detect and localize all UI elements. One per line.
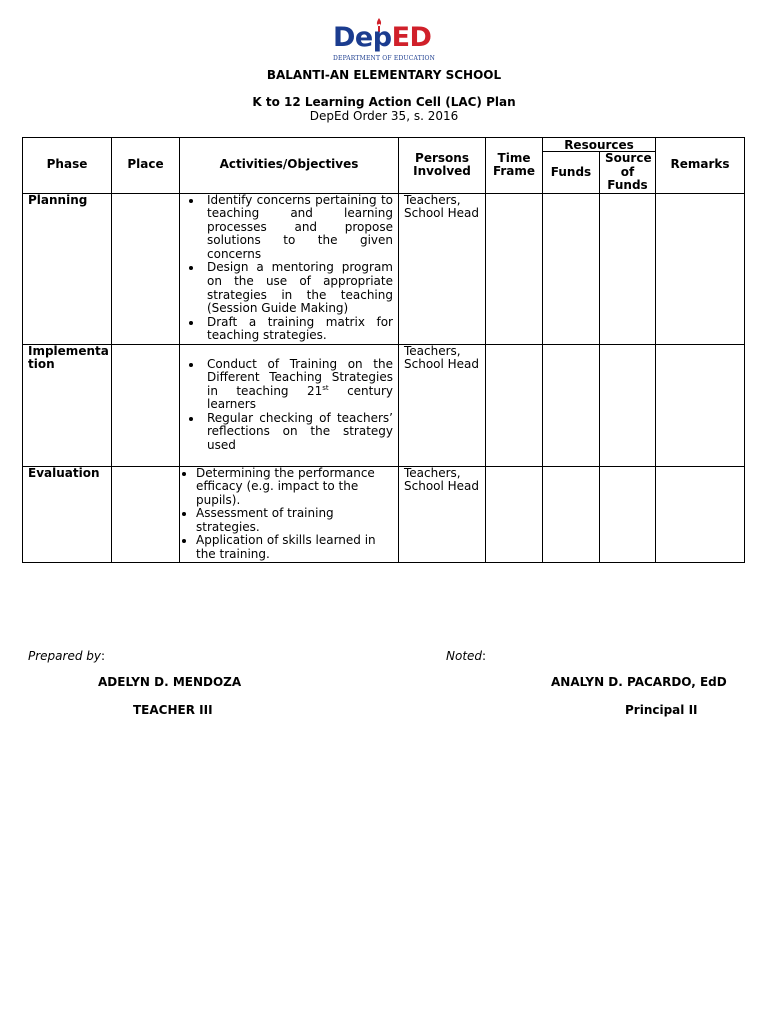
- place-cell: [112, 193, 180, 344]
- source-cell: [600, 466, 656, 562]
- header-place: Place: [112, 138, 180, 194]
- table-row: [23, 344, 745, 466]
- prepared-by-label: [28, 649, 105, 663]
- activities-cell: [180, 344, 399, 466]
- header-source-line2: of: [620, 164, 635, 179]
- list-item: • Assessment of training strategies.: [196, 507, 393, 534]
- noter-name: ANALYN D. PACARDO, EdD: [551, 675, 727, 689]
- logo-subtitle: DEPARTMENT OF EDUCATION: [333, 55, 436, 62]
- preparer-name: ADELYN D. MENDOZA: [98, 675, 242, 689]
- funds-cell: [543, 344, 600, 466]
- activities-list: [185, 358, 393, 453]
- source-cell: [600, 344, 656, 466]
- time-cell: [486, 344, 543, 466]
- list-item: [203, 358, 393, 412]
- school-name: BALANTI-AN ELEMENTARY SCHOOL: [266, 68, 502, 82]
- preparer-title: TEACHER III: [133, 703, 213, 717]
- funds-cell: [543, 193, 600, 344]
- list-item: • Application of skills learned in the training.: [196, 534, 393, 561]
- header-source-of-funds: [600, 152, 656, 194]
- noted-text: Noted: [446, 649, 483, 663]
- phase-cell: Evaluation: [23, 466, 112, 562]
- funds-cell: [543, 466, 600, 562]
- activities-cell: [180, 193, 399, 344]
- header-time-line2: Frame: [492, 164, 536, 179]
- header-funds: Funds: [543, 152, 600, 194]
- remarks-cell: [656, 344, 745, 466]
- header-remarks: Remarks: [656, 138, 745, 194]
- persons-cell: Teachers, School Head: [399, 344, 486, 466]
- prepared-by-text: Prepared by: [28, 649, 101, 663]
- table-row: [23, 193, 745, 344]
- activities-list: [183, 467, 393, 562]
- logo-word-dep: Dep: [333, 22, 392, 53]
- logo-wordmark: [333, 22, 431, 54]
- header-persons-involved: [399, 138, 486, 194]
- header-phase: Phase: [23, 138, 112, 194]
- phase-line1: Implementa: [28, 343, 109, 358]
- persons-cell: Teachers, School Head: [399, 466, 486, 562]
- time-cell: [486, 466, 543, 562]
- list-item: • Identify concerns pertaining to teaching and learning processes and propose solutions to the given concerns: [203, 194, 393, 262]
- time-cell: [486, 193, 543, 344]
- persons-cell: Teachers, School Head: [399, 193, 486, 344]
- phase-line2: tion: [28, 357, 55, 372]
- header-source-line3: Funds: [607, 178, 648, 192]
- prepared-by-colon: :: [101, 649, 106, 663]
- list-item: • Design a mentoring program on the use of appropriate strategies in the teaching (Session Guide Making): [203, 261, 393, 315]
- header-time-frame: [486, 138, 543, 194]
- noted-colon: :: [482, 649, 487, 663]
- place-cell: [112, 466, 180, 562]
- table-row: [23, 466, 745, 562]
- noter-title: Principal II: [625, 703, 698, 717]
- lac-plan-table: [22, 137, 745, 563]
- order-reference: DepEd Order 35, s. 2016: [309, 109, 459, 123]
- activities-cell: [180, 466, 399, 562]
- activity-text: Conduct of Training on the Different Teaching Strategies in teaching 21: [207, 356, 393, 398]
- remarks-cell: [656, 466, 745, 562]
- activities-list: [185, 194, 393, 344]
- source-cell: [600, 193, 656, 344]
- phase-cell: [23, 344, 112, 466]
- header-time-line1: Time: [497, 150, 531, 165]
- remarks-cell: [656, 193, 745, 344]
- list-item: • Determining the performance efficacy (e.g. impact to the pupils).: [196, 467, 393, 508]
- list-item: • Regular checking of teachers’ reflections on the strategy used: [203, 412, 393, 453]
- header-resources: Resources: [543, 138, 656, 152]
- list-item: • Draft a training matrix for teaching strategies.: [203, 316, 393, 343]
- phase-cell: Planning: [23, 193, 112, 344]
- header-activities: Activities/Objectives: [180, 138, 399, 194]
- header-persons-line1: Persons: [415, 150, 469, 165]
- deped-logo: [333, 18, 435, 68]
- header-persons-line2: Involved: [413, 164, 471, 179]
- logo-word-ed: ED: [391, 22, 432, 53]
- header-source-line1: Source: [605, 151, 652, 165]
- plan-title: K to 12 Learning Action Cell (LAC) Plan: [252, 95, 516, 109]
- noted-label: [446, 649, 486, 663]
- activity-superscript: st: [322, 383, 329, 392]
- activity-text-end: century learners: [207, 383, 394, 412]
- place-cell: [112, 344, 180, 466]
